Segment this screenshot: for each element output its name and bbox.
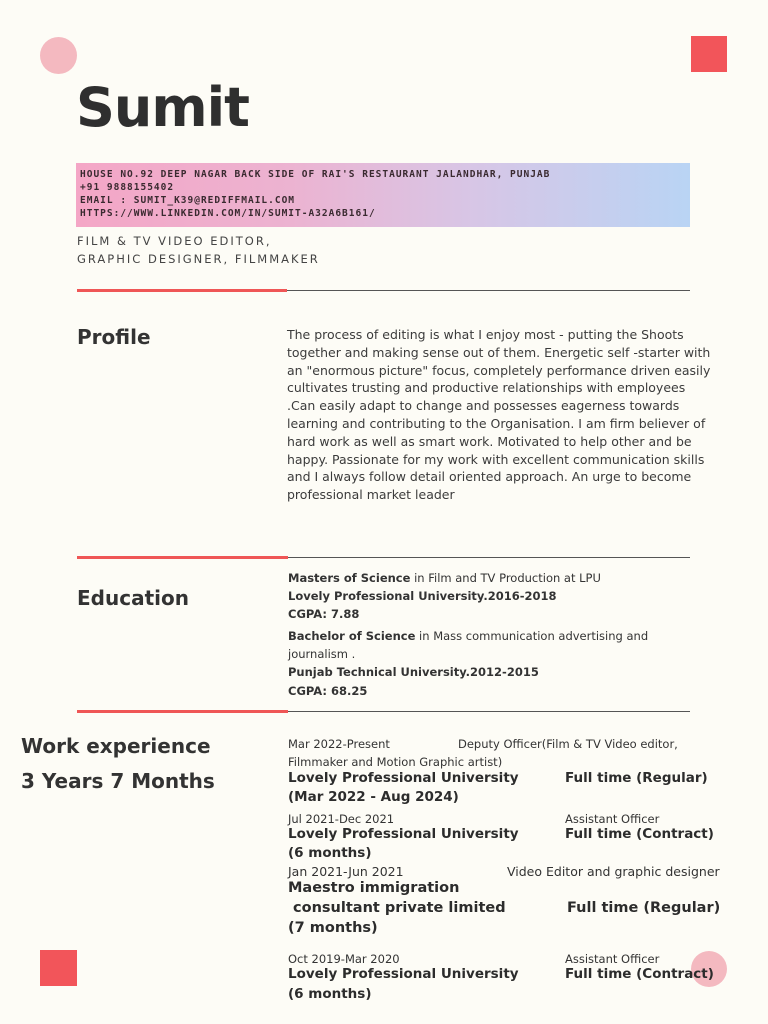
job-period: (Mar 2022 - Aug 2024) [288, 789, 459, 805]
degree-field-continued: journalism . [288, 647, 356, 661]
job-type: Full time (Contract) [565, 966, 714, 982]
divider-accent [77, 556, 288, 559]
education-institution: Punjab Technical University.2012-2015 [288, 665, 539, 679]
work-experience-heading: Work experience [21, 734, 211, 758]
education-gpa: CGPA: 68.25 [288, 684, 368, 698]
contact-phone: +91 9888155402 [80, 182, 175, 193]
decorative-circle-top-left [40, 37, 77, 74]
job-role: Assistant Officer [565, 812, 660, 826]
job-company: Lovely Professional University [288, 966, 519, 982]
job-period: (6 months) [288, 986, 372, 1002]
contact-band [76, 163, 690, 227]
divider-accent [77, 289, 287, 292]
job-type: Full time (Regular) [565, 770, 708, 786]
job-company: Lovely Professional University [288, 770, 519, 786]
work-experience-duration: 3 Years 7 Months [21, 769, 215, 793]
job-dates: Oct 2019-Mar 2020 [288, 952, 400, 966]
education-degree-line [288, 629, 648, 643]
contact-email[interactable]: EMAIL : SUMIT_K39@REDIFFMAIL.COM [80, 195, 296, 206]
education-institution: Lovely Professional University.2016-2018 [288, 589, 557, 603]
contact-linkedin[interactable]: HTTPS://WWW.LINKEDIN.COM/IN/SUMIT-A32A6B161/ [80, 208, 376, 219]
job-role-continued: Filmmaker and Motion Graphic artist) [288, 755, 503, 769]
job-dates: Mar 2022-Present [288, 737, 390, 751]
job-role: Deputy Officer(Film & TV Video editor, [458, 737, 678, 751]
divider-accent [77, 710, 288, 713]
decorative-square-bottom-left [40, 950, 77, 986]
degree-name: Bachelor of Science [288, 629, 416, 643]
degree-field: in Mass communication advertising and [415, 629, 649, 643]
job-company: Maestro immigration [288, 880, 460, 896]
contact-address: HOUSE NO.92 DEEP NAGAR BACK SIDE OF RAI'S RESTAURANT JALANDHAR, PUNJAB [80, 169, 551, 180]
job-type: Full time (Contract) [565, 826, 714, 842]
profile-heading: Profile [77, 325, 151, 349]
job-dates: Jul 2021-Dec 2021 [288, 812, 395, 826]
profile-text: The process of editing is what I enjoy most - putting the Shoots together and making sense out of them. Energetic self -starter with an "enormous picture" focus, completely performance driven easily cultivates trusting and productive relationships with employees .Can easily adapt to change and possesses eagerness towards learning and contributing to the Organisation. I am firm believer of hard work as well as smart work. Motivated to help other and be happy. Passionate for my work with excellent communication skills and I always follow detail oriented approach. An urge to become professional market leader [287, 327, 711, 503]
degree-field: in Film and TV Production at LPU [410, 571, 601, 585]
job-company: Lovely Professional University [288, 826, 519, 842]
job-title-line-2: GRAPHIC DESIGNER, FILMMAKER [77, 252, 320, 266]
candidate-name: Sumit [76, 76, 249, 139]
decorative-square-top-right [691, 36, 727, 72]
job-type: Full time (Regular) [567, 900, 721, 916]
job-title-line-1: FILM & TV VIDEO EDITOR, [77, 234, 272, 248]
job-period: (6 months) [288, 845, 372, 861]
degree-name: Masters of Science [288, 571, 411, 585]
job-role: Assistant Officer [565, 952, 660, 966]
job-company-continued: consultant private limited [288, 900, 506, 916]
education-heading: Education [77, 586, 189, 610]
job-role: Video Editor and graphic designer [507, 864, 720, 879]
education-gpa: CGPA: 7.88 [288, 607, 360, 621]
education-degree-line [288, 571, 601, 585]
job-period: (7 months) [288, 920, 378, 936]
job-dates: Jan 2021-Jun 2021 [288, 864, 404, 879]
